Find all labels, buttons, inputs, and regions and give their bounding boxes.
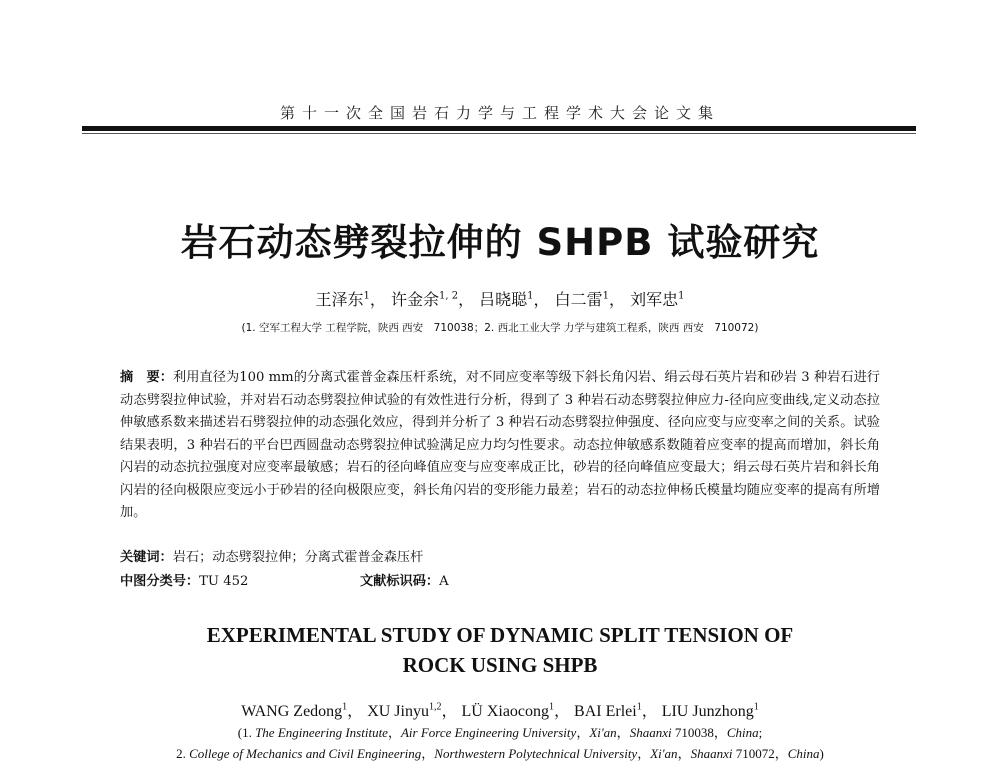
author-sup: 1 (753, 701, 759, 713)
author-cn: 刘军忠 (630, 290, 679, 309)
author-sup: 1 (549, 701, 555, 713)
affil-country: China (787, 746, 820, 761)
affil-uni: Air Force Engineering University (400, 725, 577, 740)
classification (120, 570, 880, 589)
author-sup: 1 (342, 701, 348, 713)
author-cn: 许金余 (390, 290, 439, 309)
clc-label: 中图分类号： (120, 574, 200, 589)
title-en-line1: EXPERIMENTAL STUDY OF DYNAMIC SPLIT TENSION OF (206, 623, 794, 647)
affil-code: 710072 (735, 746, 775, 761)
title-cn: 岩石动态劈裂拉伸的 SHPB 试验研究 (180, 221, 820, 264)
header-rule-thin (82, 133, 916, 134)
title-en (130, 620, 870, 680)
doc-code-label: 文献标识码： (360, 574, 440, 589)
author-en: LIU Junzhong (661, 703, 754, 720)
author-sup: 1 (363, 290, 370, 302)
author-sup: 1 (527, 290, 534, 302)
authors-en: WANG Zedong$^1$， XU Jinyu$^{1,2}$， LÜ Xiaocong$^1$， BAI Erlei$^1$， LIU Junzhong$^1$ (241, 701, 759, 720)
clc-value: TU 452 (199, 574, 249, 589)
author-cn: 吕晓聪 (479, 290, 528, 309)
author-en: LÜ Xiaocong (461, 703, 550, 720)
keywords-text: 岩石；动态劈裂拉伸；分离式霍普金森压杆 (172, 550, 424, 565)
running-head: 第十一次全国岩石力学与工程学术大会论文集 (279, 104, 720, 122)
author-en: XU Jinyu (367, 703, 429, 720)
keywords (120, 546, 880, 565)
author-sup: 1 (636, 701, 642, 713)
affil-city: Xi'an (589, 725, 617, 740)
affiliation-cn: (1. 空军工程大学 工程学院，陕西 西安 710038；2. 西北工业大学 力学与建筑工程系，陕西 西安 710072) (241, 322, 759, 334)
affil-uni: Northwestern Polytechnical University (434, 746, 638, 761)
affil-prov: Shaanxi (690, 746, 733, 761)
author-en: BAI Erlei (574, 703, 637, 720)
doc-code-value: A (439, 574, 449, 589)
author-sup: 1, 2 (438, 290, 459, 302)
abstract-label: 摘 要： (120, 370, 173, 385)
keywords-label: 关键词： (120, 550, 173, 565)
abstract-text: 利用直径为100 mm的分离式霍普金森压杆系统，对不同应变率等级下斜长角闪岩、绢云母石英片岩和砂岩 3 种岩石进行动态劈裂拉伸试验，并对岩石动态劈裂拉伸试验的有效性进行分析，得到了 3 种岩石动态劈裂拉伸应力-径向应变曲线,定义动态拉伸敏感系数来描述岩石劈裂拉伸的动态强化效应，得到并分析了 3 种岩石动态劈裂拉伸强度、径向应变与应变率之间的关系。试验结果表明，3 种岩石的平台巴西圆盘动态劈裂拉伸试验满足应力均匀性要求。动态拉伸敏感系数随着应变率的提高而增加，斜长角闪岩的动态抗拉强度对应变率最敏感；岩石的径向峰值应变与应变率成正比，砂岩的径向峰值应变最大；绢云母石英片岩和斜长角闪岩的径向极限应变远小于砂岩的径向极限应变，斜长角闪岩的变形能力最差；岩石的动态拉伸杨氏模量均随应变率的提高有所增加。 (120, 370, 880, 520)
affil-inst: College of Mechanics and Civil Engineering (189, 746, 422, 761)
affil-prov: Shaanxi (629, 725, 672, 740)
author-sup: 1,2 (428, 701, 442, 713)
affil-code: 710038 (674, 725, 714, 740)
affiliation-en-2: 2. College of Mechanics and Civil Engineering，Northwestern Polytechnical University，Xi'an，Shaanxi 710072，China) (176, 746, 824, 761)
affil-prefix: 2. (176, 746, 190, 761)
header-rule-thick (82, 126, 916, 131)
affil-inst: The Engineering Institute (255, 725, 388, 740)
affil-city: Xi'an (650, 746, 678, 761)
affiliation-en-1: (1. The Engineering Institute，Air Force Engineering University，Xi'an，Shaanxi 710038，China; (237, 725, 763, 740)
affil-prefix: (1. (237, 725, 256, 740)
affiliation-en (0, 722, 1000, 764)
author-en: WANG Zedong (241, 703, 343, 720)
author-sup: 1 (602, 290, 610, 302)
author-cn: 王泽东 (315, 290, 364, 309)
abstract (120, 367, 880, 525)
author-cn: 白二雷 (554, 290, 603, 309)
affil-country: China (726, 725, 759, 740)
author-sup: 1 (678, 290, 685, 302)
title-en-line2: ROCK USING SHPB (402, 653, 598, 677)
authors-cn: 王泽东$^1$， 许金余$^{1, 2}$， 吕晓聪$^1$， 白二雷$^1$， 刘军忠$^1$ (315, 290, 685, 309)
